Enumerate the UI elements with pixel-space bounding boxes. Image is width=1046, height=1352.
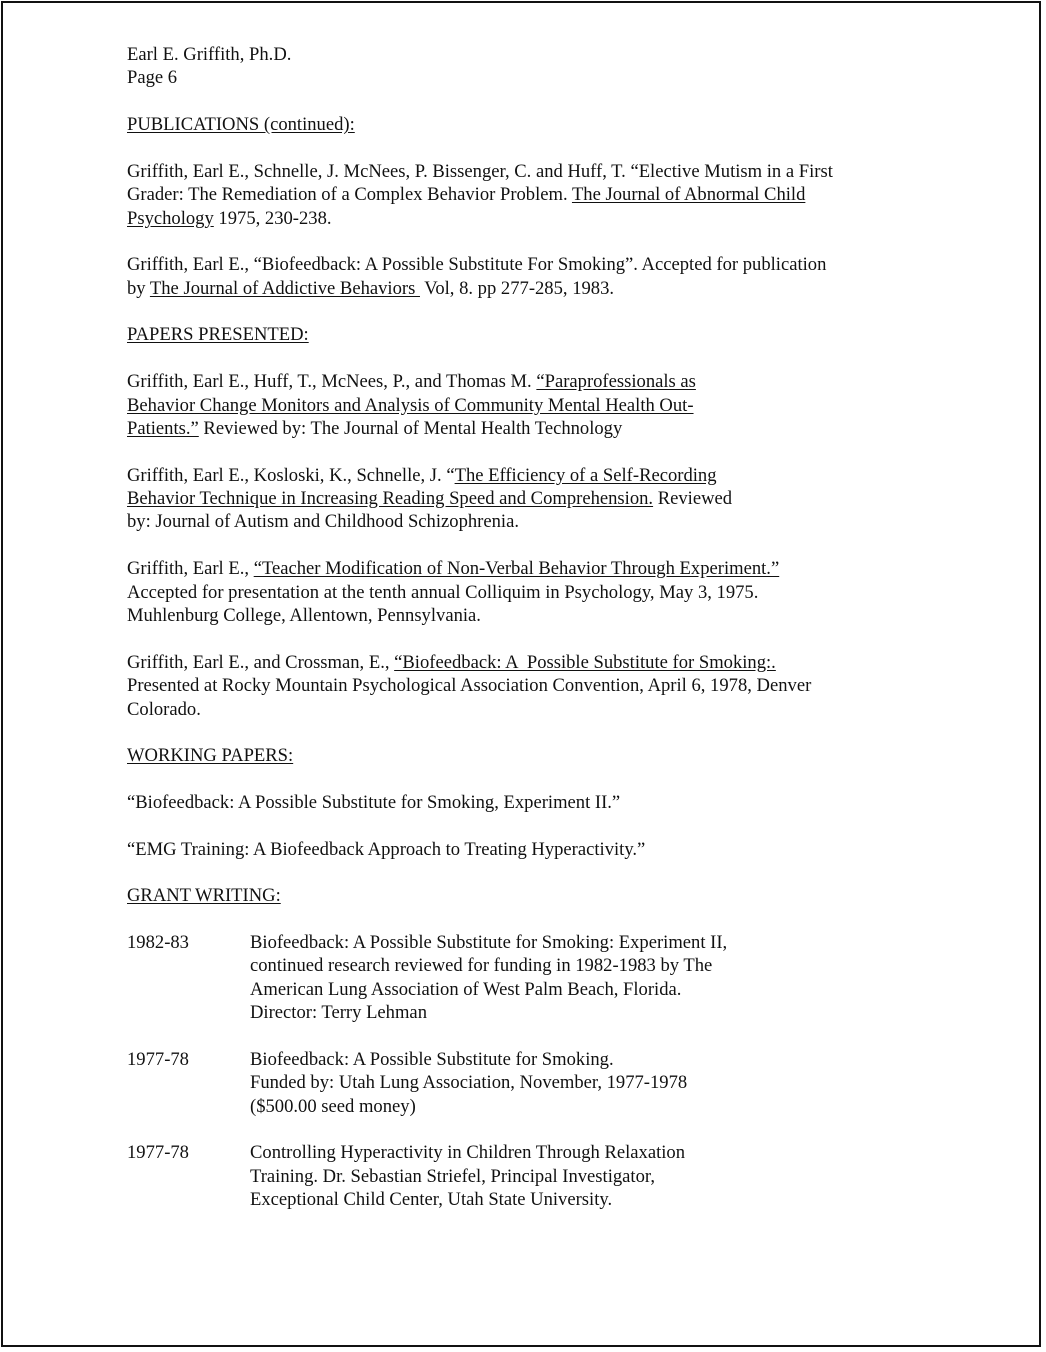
document-content: [127, 43, 927, 1212]
grant-line: American Lung Association of West Palm Beach, Florida.: [250, 978, 682, 1000]
grant-entry: [127, 931, 927, 1025]
entry-line: [127, 417, 927, 440]
paper-title: Behavior Change Monitors and Analysis of Community Mental Health Out-: [127, 394, 694, 416]
paper-entry: [127, 557, 927, 627]
grant-line: Funded by: Utah Lung Association, November, 1977-1978: [250, 1072, 688, 1094]
grant-year: 1982-83: [127, 932, 189, 954]
entry-text: 1975, 230-238.: [213, 207, 332, 229]
paper-entry: [127, 370, 927, 440]
entry-text: Vol, 8. pp 277-285, 1983.: [419, 277, 615, 299]
entry-line: Muhlenburg College, Allentown, Pennsylvania.: [127, 604, 481, 626]
grant-entry: [127, 1141, 927, 1211]
entry-line: [127, 557, 927, 580]
grant-line: Training. Dr. Sebastian Striefel, Principal Investigator,: [250, 1165, 655, 1187]
entry-line: [127, 464, 927, 487]
entry-line: Griffith, Earl E., Schnelle, J. McNees, P. Bissenger, C. and Huff, T. “Elective Mutism in a First: [127, 160, 833, 182]
entry-text: Reviewed by: The Journal of Mental Health Technology: [198, 417, 623, 439]
grant-line: Exceptional Child Center, Utah State University.: [250, 1189, 613, 1211]
grant-description: [250, 1141, 927, 1211]
paper-title: “Teacher Modification of Non-Verbal Behavior Through Experiment.”: [253, 558, 780, 580]
entry-text: Griffith, Earl E., and Crossman, E.,: [127, 651, 395, 673]
entry-line: Griffith, Earl E., “Biofeedback: A Possible Substitute For Smoking”. Accepted for publication: [127, 254, 827, 276]
publication-entry: [127, 160, 927, 230]
grant-line: Biofeedback: A Possible Substitute for Smoking: Experiment II,: [250, 932, 728, 954]
header-page-number: Page 6: [127, 67, 178, 89]
entry-line: [127, 487, 927, 510]
entry-line: [127, 183, 927, 206]
entry-text: Grader: The Remediation of a Complex Behavior Problem.: [127, 184, 572, 206]
entry-text: Griffith, Earl E.,: [127, 558, 254, 580]
paper-title: The Efficiency of a Self-Recording: [454, 464, 717, 486]
entry-text: by: [127, 277, 150, 299]
paper-title: “Paraprofessionals as: [536, 371, 696, 393]
paper-entry: [127, 464, 927, 534]
grant-description: [250, 1048, 927, 1118]
entry-line: [127, 277, 927, 300]
entry-line: [127, 651, 927, 674]
papers-heading: PAPERS PRESENTED:: [127, 324, 309, 346]
entry-text: Griffith, Earl E., Kosloski, K., Schnelle, J. “: [127, 464, 455, 486]
grant-line: continued research reviewed for funding in 1982-1983 by The: [250, 955, 713, 977]
publication-entry: [127, 253, 927, 300]
grant-line: Director: Terry Lehman: [250, 1002, 427, 1024]
entry-line: Colorado.: [127, 698, 201, 720]
grant-line: ($500.00 seed money): [250, 1095, 416, 1117]
paper-title: Behavior Technique in Increasing Reading Speed and Comprehension.: [127, 488, 654, 510]
paper-title: Patients.”: [127, 417, 199, 439]
grant-line: Biofeedback: A Possible Substitute for Smoking.: [250, 1048, 614, 1070]
grant-year: 1977-78: [127, 1142, 189, 1164]
grant-year: 1977-78: [127, 1048, 189, 1070]
paper-entry: [127, 651, 927, 721]
working-paper-item: “Biofeedback: A Possible Substitute for Smoking, Experiment II.”: [127, 791, 621, 813]
journal-title: The Journal of Abnormal Child: [571, 184, 806, 206]
paper-title: “Biofeedback: A Possible Substitute for Smoking:.: [394, 651, 776, 673]
grant-entry: [127, 1048, 927, 1118]
entry-line: by: Journal of Autism and Childhood Schizophrenia.: [127, 511, 519, 533]
entry-line: [127, 207, 927, 230]
working-papers-heading: WORKING PAPERS:: [127, 745, 294, 767]
journal-title: Psychology: [127, 207, 214, 229]
entry-line: Presented at Rocky Mountain Psychological Association Convention, April 6, 1978, Denver: [127, 675, 812, 697]
grant-description: [250, 931, 927, 1025]
grant-line: Controlling Hyperactivity in Children Through Relaxation: [250, 1142, 685, 1164]
entry-text: Reviewed: [653, 488, 733, 510]
header-name: Earl E. Griffith, Ph.D.: [127, 44, 292, 65]
publications-heading: PUBLICATIONS (continued):: [127, 114, 355, 136]
working-paper-item: “EMG Training: A Biofeedback Approach to Treating Hyperactivity.”: [127, 838, 646, 860]
entry-line: Accepted for presentation at the tenth annual Colliquim in Psychology, May 3, 1975.: [127, 581, 759, 603]
grant-writing-heading: GRANT WRITING:: [127, 885, 281, 907]
entry-text: Griffith, Earl E., Huff, T., McNees, P., and Thomas M.: [127, 371, 537, 393]
entry-line: [127, 370, 927, 393]
document-page: [1, 1, 1041, 1347]
journal-title: The Journal of Addictive Behaviors: [149, 277, 420, 299]
